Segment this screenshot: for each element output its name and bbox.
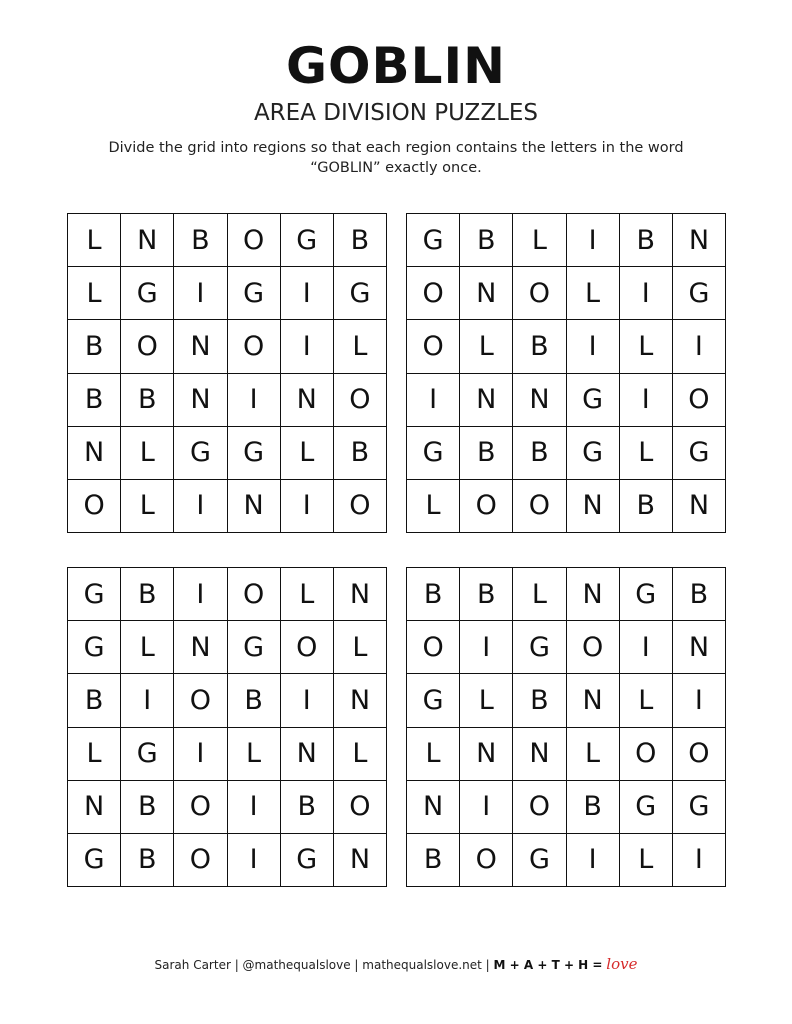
grid-cell: I xyxy=(567,834,620,887)
grid-cell: N xyxy=(567,568,620,621)
grid-cell: G xyxy=(567,427,620,480)
grid-cell: G xyxy=(68,621,121,674)
grid-cell: B xyxy=(121,374,174,427)
grid-cell: B xyxy=(68,374,121,427)
grid-cell: G xyxy=(281,214,334,267)
grid-cell: N xyxy=(567,480,620,533)
grid-cell: L xyxy=(121,480,174,533)
grid-cell: G xyxy=(228,427,281,480)
grid-cell: N xyxy=(513,728,566,781)
grid-cell: I xyxy=(620,374,673,427)
grid-cell: G xyxy=(620,781,673,834)
grid-cell: B xyxy=(334,214,387,267)
grid-cell: L xyxy=(460,674,513,727)
grid-cell: N xyxy=(174,320,227,373)
grid-cell: L xyxy=(68,267,121,320)
grid-cell: L xyxy=(121,427,174,480)
grid-cell: N xyxy=(334,674,387,727)
grid-cell: B xyxy=(174,214,227,267)
grid-cell: B xyxy=(513,674,566,727)
grid-cell: L xyxy=(407,728,460,781)
grid-cell: I xyxy=(228,374,281,427)
grid-cell: L xyxy=(460,320,513,373)
grid-cell: B xyxy=(228,674,281,727)
grid-cell: G xyxy=(407,214,460,267)
grid-cell: N xyxy=(673,214,726,267)
grid-cell: I xyxy=(281,267,334,320)
grid-cell: O xyxy=(407,320,460,373)
grid-cell: N xyxy=(673,621,726,674)
grid-cell: I xyxy=(281,674,334,727)
grid-cell: O xyxy=(228,320,281,373)
grid-cell: G xyxy=(513,834,566,887)
grid-cell: G xyxy=(174,427,227,480)
grid-cell: G xyxy=(513,621,566,674)
grid-cell: O xyxy=(513,480,566,533)
grid-cell: I xyxy=(620,267,673,320)
grid-cell: G xyxy=(121,728,174,781)
grid-cell: G xyxy=(228,621,281,674)
grid-cell: B xyxy=(68,674,121,727)
grid-cell: L xyxy=(620,674,673,727)
grid-cell: N xyxy=(673,480,726,533)
grid-cell: N xyxy=(121,214,174,267)
puzzle-grid-3 xyxy=(67,567,387,887)
grid-cell: N xyxy=(281,374,334,427)
footer xyxy=(0,955,792,974)
grid-cell: B xyxy=(460,427,513,480)
grid-cell: I xyxy=(281,480,334,533)
grid-cell: B xyxy=(407,834,460,887)
grid-cell: B xyxy=(620,480,673,533)
grid-cell: I xyxy=(121,674,174,727)
grid-cell: O xyxy=(174,834,227,887)
grid-cell: G xyxy=(68,834,121,887)
grid-cell: O xyxy=(228,568,281,621)
grid-cell: I xyxy=(174,480,227,533)
grid-cell: G xyxy=(281,834,334,887)
grid-cell: N xyxy=(334,568,387,621)
grid-cell: G xyxy=(228,267,281,320)
grid-cell: L xyxy=(281,427,334,480)
grid-cell: B xyxy=(334,427,387,480)
grid-cell: N xyxy=(407,781,460,834)
grid-cell: L xyxy=(68,728,121,781)
grid-cell: O xyxy=(407,621,460,674)
grid-cell: O xyxy=(673,728,726,781)
grid-cell: I xyxy=(673,834,726,887)
instructions-text: Divide the grid into regions so that each region contains the letters in the word “GOBLIN” exactly once. xyxy=(108,140,684,176)
grid-cell: L xyxy=(567,267,620,320)
grid-cell: I xyxy=(673,320,726,373)
grid-cell: O xyxy=(174,674,227,727)
grid-cell: L xyxy=(620,320,673,373)
grid-cell: N xyxy=(460,374,513,427)
grid-cell: I xyxy=(460,781,513,834)
grid-cell: B xyxy=(513,427,566,480)
grid-cell: G xyxy=(407,427,460,480)
grid-cell: O xyxy=(334,374,387,427)
grid-cell: I xyxy=(228,781,281,834)
grid-cell: B xyxy=(620,214,673,267)
grid-cell: L xyxy=(620,834,673,887)
grid-cell: N xyxy=(228,480,281,533)
grid-cell: B xyxy=(513,320,566,373)
grid-cell: B xyxy=(460,214,513,267)
grid-cell: O xyxy=(174,781,227,834)
grid-cell: L xyxy=(281,568,334,621)
grid-cell: I xyxy=(567,214,620,267)
grid-cell: N xyxy=(334,834,387,887)
grid-cell: O xyxy=(407,267,460,320)
grid-cell: L xyxy=(513,214,566,267)
grid-cell: G xyxy=(673,781,726,834)
puzzle-grid-2 xyxy=(406,213,726,533)
grid-cell: G xyxy=(407,674,460,727)
footer-love-logo: love xyxy=(606,955,638,973)
grid-cell: N xyxy=(513,374,566,427)
footer-credit: Sarah Carter | @mathequalslove | mathequalslove.net | xyxy=(154,958,494,972)
grid-cell: L xyxy=(228,728,281,781)
puzzle-grid-1 xyxy=(67,213,387,533)
grid-cell: B xyxy=(673,568,726,621)
grid-cell: L xyxy=(513,568,566,621)
footer-brand: M + A + T + H = xyxy=(493,958,603,972)
grid-cell: L xyxy=(334,621,387,674)
page-title: GOBLIN xyxy=(286,37,506,95)
grid-cell: I xyxy=(460,621,513,674)
grid-cell: O xyxy=(228,214,281,267)
grid-cell: O xyxy=(460,480,513,533)
grid-cell: G xyxy=(620,568,673,621)
grid-cell: G xyxy=(68,568,121,621)
grid-cell: G xyxy=(121,267,174,320)
grid-cell: B xyxy=(407,568,460,621)
grid-cell: I xyxy=(407,374,460,427)
grid-cell: L xyxy=(68,214,121,267)
grid-cell: B xyxy=(121,568,174,621)
grid-cell: N xyxy=(174,374,227,427)
grid-cell: B xyxy=(567,781,620,834)
grid-cell: L xyxy=(334,320,387,373)
puzzle-grid-4 xyxy=(406,567,726,887)
grid-cell: N xyxy=(174,621,227,674)
grid-cell: I xyxy=(174,568,227,621)
grid-cell: I xyxy=(673,674,726,727)
grid-cell: G xyxy=(334,267,387,320)
grid-cell: L xyxy=(121,621,174,674)
grid-cell: O xyxy=(513,781,566,834)
grid-cell: B xyxy=(121,834,174,887)
grid-cell: O xyxy=(281,621,334,674)
grid-cell: G xyxy=(673,427,726,480)
grid-cell: N xyxy=(68,781,121,834)
grid-cell: O xyxy=(334,480,387,533)
grid-cell: O xyxy=(460,834,513,887)
grid-cell: L xyxy=(567,728,620,781)
grid-cell: O xyxy=(513,267,566,320)
grid-cell: O xyxy=(121,320,174,373)
grid-cell: B xyxy=(460,568,513,621)
grid-cell: I xyxy=(174,728,227,781)
grid-cell: N xyxy=(460,728,513,781)
grid-cell: N xyxy=(68,427,121,480)
grid-cell: I xyxy=(174,267,227,320)
grid-cell: L xyxy=(334,728,387,781)
grid-cell: L xyxy=(407,480,460,533)
grid-cell: O xyxy=(673,374,726,427)
grid-cell: L xyxy=(620,427,673,480)
grid-cell: O xyxy=(620,728,673,781)
grid-cell: O xyxy=(334,781,387,834)
grid-cell: I xyxy=(228,834,281,887)
grid-cell: I xyxy=(281,320,334,373)
grid-cell: O xyxy=(68,480,121,533)
grid-cell: B xyxy=(281,781,334,834)
grid-cell: G xyxy=(567,374,620,427)
grid-cell: B xyxy=(121,781,174,834)
grid-cell: I xyxy=(567,320,620,373)
page-subtitle: AREA DIVISION PUZZLES xyxy=(253,100,539,126)
grid-cell: G xyxy=(673,267,726,320)
grid-cell: B xyxy=(68,320,121,373)
grid-cell: N xyxy=(567,674,620,727)
grid-cell: N xyxy=(460,267,513,320)
grid-cell: N xyxy=(281,728,334,781)
grid-cell: O xyxy=(567,621,620,674)
grid-cell: I xyxy=(620,621,673,674)
